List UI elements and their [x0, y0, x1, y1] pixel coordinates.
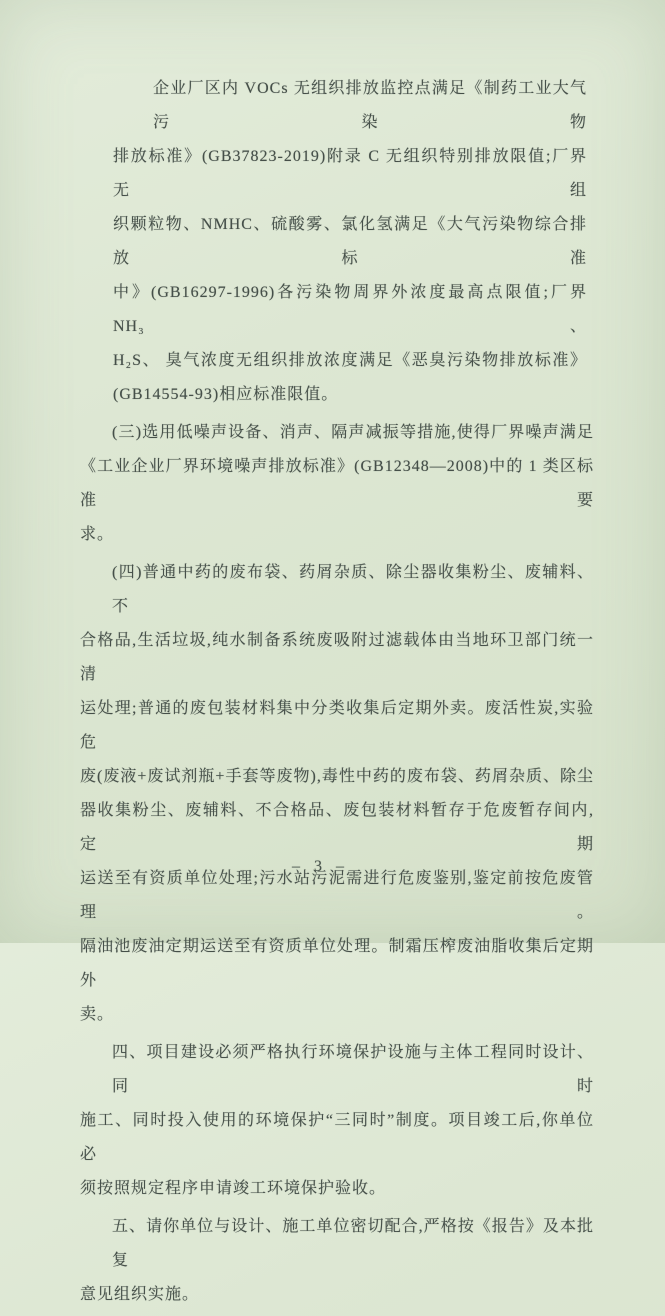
text-line: 排放标准》(GB37823-2019)附录 C 无组织特别排放限值;厂界无组 — [113, 148, 587, 199]
text-line: H₂S、 臭气浓度无组织排放浓度满足《恶臭污染物排放标准》 — [113, 352, 587, 369]
paragraph — [80, 1036, 594, 1206]
text-line: 四、项目建设必须严格执行环境保护设施与主体工程同时设计、同时 — [112, 1044, 594, 1095]
text-line: 求。 — [80, 526, 115, 543]
paragraph — [80, 556, 594, 1032]
text-line: (GB14554-93)相应标准限值。 — [113, 386, 339, 403]
text-line: 运处理;普通的废包装材料集中分类收集后定期外卖。废活性炭,实验危 — [80, 700, 594, 751]
text-line: 废(废液+废试剂瓶+手套等废物),毒性中药的废布袋、药屑杂质、除尘 — [80, 768, 594, 785]
text-line: 《工业企业厂界环境噪声排放标准》(GB12348—2008)中的 1 类区标准要 — [80, 458, 594, 509]
page-number: – 3 – — [292, 858, 349, 875]
paragraph — [80, 416, 594, 552]
paragraph — [80, 1210, 594, 1312]
text-line: 卖。 — [80, 1006, 115, 1023]
text-line: 织颗粒物、NMHC、硫酸雾、氯化氢满足《大气污染物综合排放标准 — [113, 216, 587, 267]
text-line: 意见组织实施。 — [80, 1286, 200, 1303]
text-line: 施工、同时投入使用的环境保护“三同时”制度。项目竣工后,你单位必 — [80, 1112, 594, 1163]
text-line: 运送至有资质单位处理;污水站污泥需进行危废鉴别,鉴定前按危废管理。 — [80, 870, 594, 921]
text-line: 器收集粉尘、废辅料、不合格品、废包装材料暂存于危废暂存间内,定期 — [80, 802, 594, 853]
document-body-text — [80, 72, 594, 1316]
text-line: 中》(GB16297-1996)各污染物周界外浓度最高点限值;厂界 NH₃、 — [113, 284, 587, 335]
text-line: 五、请你单位与设计、施工单位密切配合,严格按《报告》及本批复 — [112, 1218, 594, 1269]
text-line: 合格品,生活垃圾,纯水制备系统废吸附过滤载体由当地环卫部门统一清 — [80, 632, 594, 683]
text-line: 企业厂区内 VOCs 无组织排放监控点满足《制药工业大气污染物 — [153, 80, 587, 131]
paragraph — [113, 72, 587, 412]
text-line: 须按照规定程序申请竣工环境保护验收。 — [80, 1180, 387, 1197]
text-line: 隔油池废油定期运送至有资质单位处理。制霜压榨废油脂收集后定期外 — [80, 938, 594, 989]
text-line: (四)普通中药的废布袋、药屑杂质、除尘器收集粉尘、废辅料、不 — [112, 564, 594, 615]
text-line: (三)选用低噪声设备、消声、隔声减振等措施,使得厂界噪声满足 — [112, 424, 594, 441]
